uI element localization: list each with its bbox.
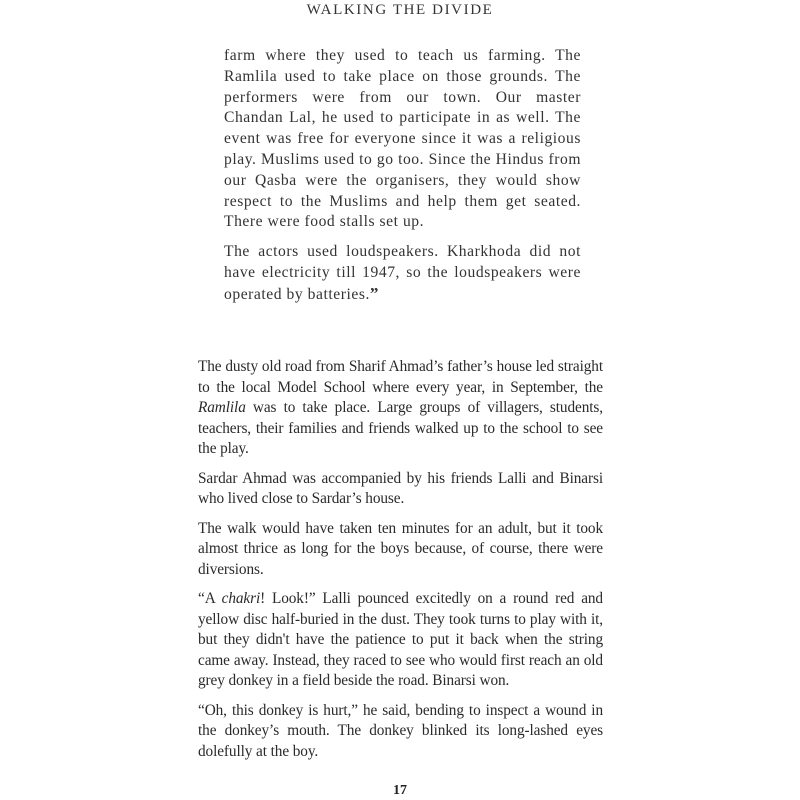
quote-paragraph-text: The actors used loudspeakers. Kharkhoda did not have electricity till 1947, so the loudspeakers were operated by batteries.: [224, 243, 581, 303]
text-run: ! Look!” Lalli pounced excitedly on a round red and yellow disc half-buried in the dust. They took turns to play with it, but they didn't have the patience to put it back when the string came away. Instead, they raced to see who would first reach an old grey donkey in a field beside the road. Binarsi won.: [198, 590, 603, 689]
body-paragraph: [198, 589, 603, 692]
body-paragraph: “Oh, this donkey is hurt,” he said, bending to inspect a wound in the donkey’s mouth. The donkey blinked its long-lashed eyes dolefully at the boy.: [198, 701, 603, 760]
text-run: “A: [198, 590, 222, 607]
narrative-body: [198, 357, 603, 771]
interview-quote-block: [224, 46, 581, 315]
quote-paragraph: farm where they used to teach us farming. The Ramlila used to take place on those grounds. The performers were from our town. Our master Chandan Lal, he used to participate in as well. The event was free for everyone since it was a religious play. Muslims used to go too. Since the Hindus from our Qasba were the organisers, they would show respect to the Muslims and help them get seated. There were food stalls set up.: [224, 47, 581, 231]
text-run: was to take place. Large groups of villagers, students, teachers, their families and friends walked up to the school to see the play.: [198, 399, 603, 457]
italic-term: Ramlila: [198, 399, 246, 416]
body-paragraph: Sardar Ahmad was accompanied by his friends Lalli and Binarsi who lived close to Sardar’s house.: [198, 469, 603, 507]
quote-paragraph: [224, 242, 581, 305]
italic-term: chakri: [221, 590, 261, 607]
text-run: The dusty old road from Sharif Ahmad’s father’s house led straight to the local Model School where every year, in September, the: [198, 358, 603, 396]
body-paragraph: [198, 357, 603, 460]
running-head: WALKING THE DIVIDE: [306, 2, 494, 18]
closing-quote-mark: ”: [369, 283, 379, 303]
page-number: 17: [393, 783, 407, 798]
body-paragraph: The walk would have taken ten minutes for an adult, but it took almost thrice as long for the boys because, of course, there were diversions.: [198, 519, 603, 578]
